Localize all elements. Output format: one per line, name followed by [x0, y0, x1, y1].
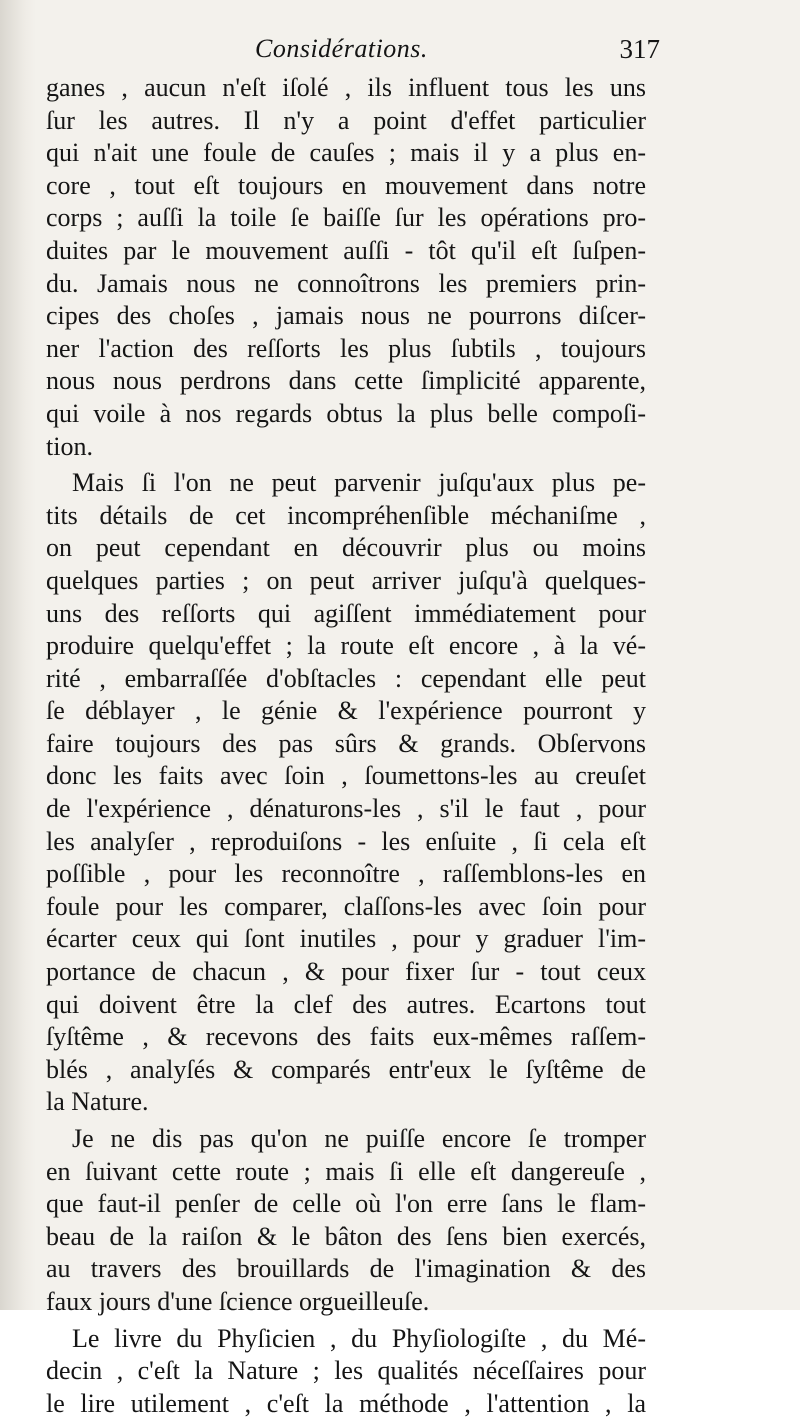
text-line: ſe déblayer , le génie & l'expérience pourront y: [46, 696, 646, 726]
text-line: le lire utilement , c'eſt la méthode , l'attention , la: [46, 1388, 646, 1418]
text-line: blés , analyſés & comparés entr'eux le ſyſtême de: [46, 1054, 646, 1084]
page-edge-shadow: [0, 0, 36, 1310]
text-line: rité , embarraſſée d'obſtacles : cependant elle peut: [46, 663, 646, 693]
text-line: en ſuivant cette route ; mais ſi elle eſt dangereuſe ,: [46, 1156, 646, 1186]
text-line: portance de chacun , & pour fixer ſur - tout ceux: [46, 957, 646, 987]
paragraph-1: [46, 72, 646, 463]
text-line: qui voile à nos regards obtus la plus belle compoſi-: [46, 398, 646, 428]
text-line: les analyſer , reproduiſons - les enſuite , ſi cela eſt: [46, 826, 646, 856]
page-number: 317: [619, 34, 660, 64]
text-line: uns des reſſorts qui agiſſent immédiatement pour: [46, 598, 646, 628]
running-head: Considérations.: [255, 34, 428, 63]
text-line: produire quelqu'effet ; la route eſt encore , à la vé-: [46, 631, 646, 661]
text-line: écarter ceux qui ſont inutiles , pour y graduer l'im-: [46, 924, 646, 954]
paragraph-3: [46, 1123, 646, 1319]
text-line: au travers des brouillards de l'imagination & des: [46, 1254, 646, 1284]
text-line: tion.: [46, 431, 93, 461]
text-line: donc les faits avec ſoin , ſoumettons-les au creuſet: [46, 761, 646, 791]
text-line: quelques parties ; on peut arriver juſqu'à quelques-: [46, 565, 646, 595]
text-line: poſſible , pour les reconnoître , raſſemblons-les en: [46, 859, 646, 889]
body-text: [46, 72, 646, 1420]
paragraph-4: [46, 1323, 646, 1420]
text-line: decin , c'eſt la Nature ; les qualités néceſſaires pour: [46, 1356, 646, 1386]
text-line: qui doivent être la clef des autres. Ecartons tout: [46, 989, 646, 1019]
text-line: faire toujours des pas sûrs & grands. Obſervons: [46, 728, 646, 758]
text-line: beau de la raiſon & le bâton des ſens bien exercés,: [46, 1221, 646, 1251]
text-line: ſyſtême , & recevons des faits eux-mêmes raſſem-: [46, 1022, 646, 1052]
text-line: ner l'action des reſſorts les plus ſubtils , toujours: [46, 333, 646, 363]
text-line: tits détails de cet incompréhenſible méchaniſme ,: [46, 500, 646, 530]
paragraph-2: [46, 467, 646, 1119]
text-line: Je ne dis pas qu'on ne puiſſe encore ſe tromper: [72, 1124, 646, 1153]
text-line: nous nous perdrons dans cette ſimplicité apparente,: [46, 366, 646, 396]
text-line: on peut cependant en découvrir plus ou moins: [46, 533, 646, 563]
text-line: de l'expérience , dénaturons-les , s'il le faut , pour: [46, 794, 646, 824]
text-line: qui n'ait une foule de cauſes ; mais il y a plus en-: [46, 138, 646, 168]
text-line: corps ; auſſi la toile ſe baiſſe ſur les opérations pro-: [46, 203, 646, 233]
text-line: core , tout eſt toujours en mouvement dans notre: [46, 170, 646, 200]
text-line: faux jours d'une ſcience orgueilleuſe.: [46, 1286, 430, 1316]
page-header: [60, 34, 660, 74]
text-line: ſur les autres. Il n'y a point d'effet particulier: [46, 105, 646, 135]
text-line: duites par le mouvement auſſi - tôt qu'il eſt ſuſpen-: [46, 235, 646, 265]
text-line: cipes des choſes , jamais nous ne pourrons diſcer-: [46, 301, 646, 331]
text-line: du. Jamais nous ne connoîtrons les premiers prin-: [46, 268, 646, 298]
text-line: la Nature.: [46, 1087, 149, 1117]
text-line: Le livre du Phyſicien , du Phyſiologiſte , du Mé-: [72, 1323, 646, 1353]
text-line: foule pour les comparer, claſſons-les avec ſoin pour: [46, 891, 646, 921]
text-line: que faut-il penſer de celle où l'on erre ſans le flam-: [46, 1189, 646, 1219]
text-line: Mais ſi l'on ne peut parvenir juſqu'aux plus pe-: [72, 468, 646, 498]
text-line: ganes , aucun n'eſt iſolé , ils influent tous les uns: [46, 73, 646, 102]
